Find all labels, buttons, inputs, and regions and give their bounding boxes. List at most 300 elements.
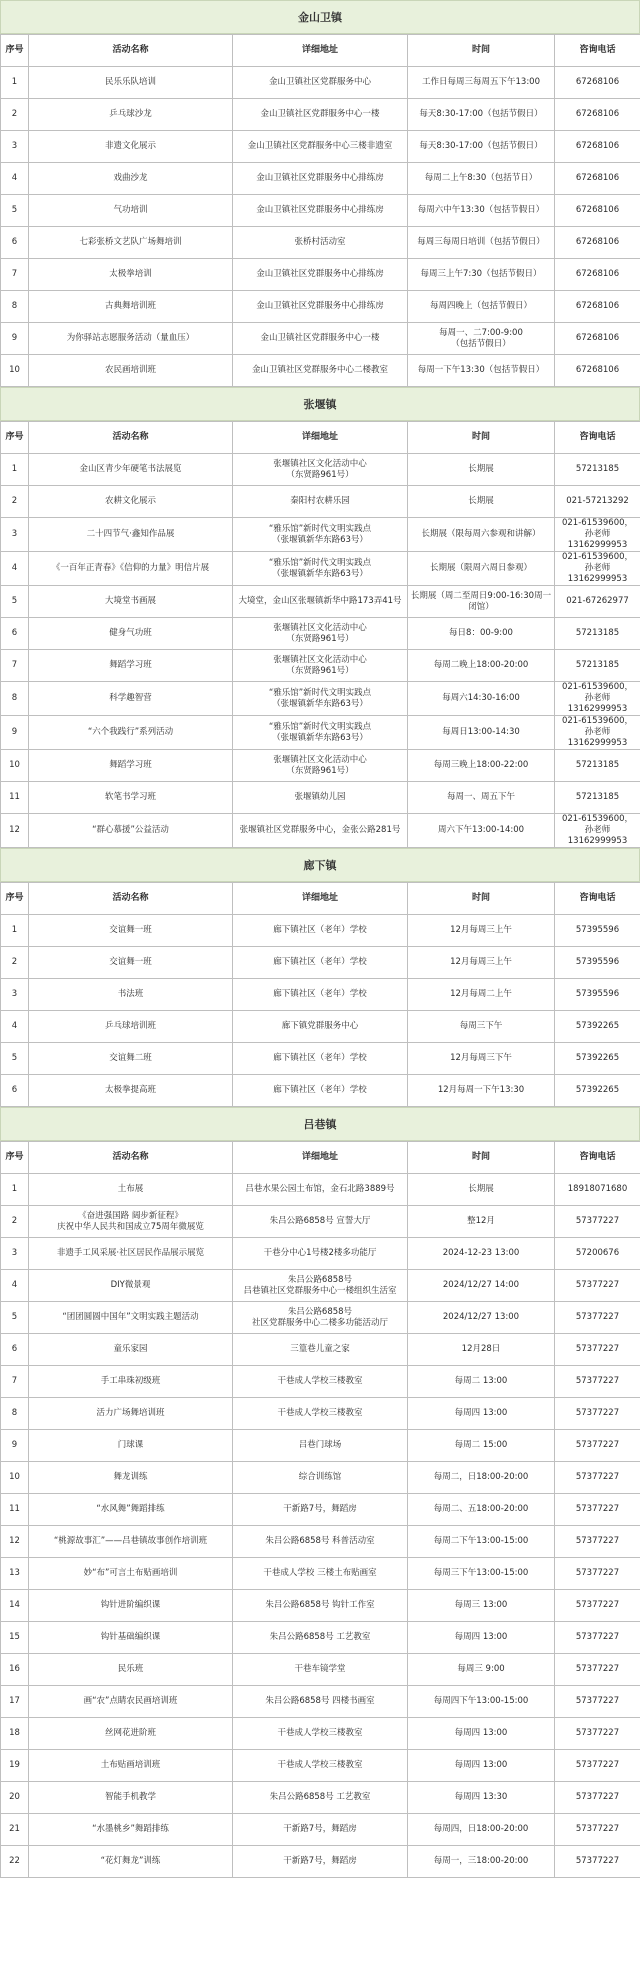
cell-phone: 021-67262977 <box>555 586 640 618</box>
cell-index: 5 <box>1 1043 29 1075</box>
cell-time: 长期展（周二至周日9:00-16:30周一闭馆） <box>408 586 555 618</box>
cell-time: 每周二，日18:00-20:00 <box>408 1462 555 1494</box>
cell-time: 工作日每周三每周五下午13:00 <box>408 67 555 99</box>
header-index: 序号 <box>1 883 29 915</box>
table-row <box>1 782 640 814</box>
cell-index: 9 <box>1 1430 29 1462</box>
header-address: 详细地址 <box>233 1142 408 1174</box>
cell-time: 每周三上午7:30（包括节假日） <box>408 259 555 291</box>
cell-activity-name: 钩针进阶编织课 <box>29 1590 233 1622</box>
cell-activity-name: 大境堂书画展 <box>29 586 233 618</box>
cell-phone: 57392265 <box>555 1011 640 1043</box>
cell-index: 1 <box>1 915 29 947</box>
table-row <box>1 979 640 1011</box>
cell-address: 张堰镇社区文化活动中心 （东贤路961号） <box>233 650 408 682</box>
table-row <box>1 227 640 259</box>
cell-activity-name: 软笔书学习班 <box>29 782 233 814</box>
cell-index: 1 <box>1 454 29 486</box>
cell-phone: 67268106 <box>555 355 640 387</box>
table-row <box>1 486 640 518</box>
cell-time: 每周六14:30-16:00 <box>408 682 555 716</box>
cell-index: 7 <box>1 1366 29 1398</box>
cell-address: 金山卫镇社区党群服务中心排练房 <box>233 195 408 227</box>
table-row <box>1 259 640 291</box>
cell-index: 10 <box>1 750 29 782</box>
header-time: 时间 <box>408 35 555 67</box>
cell-index: 20 <box>1 1782 29 1814</box>
table-row <box>1 1043 640 1075</box>
cell-phone: 67268106 <box>555 131 640 163</box>
table-row <box>1 552 640 586</box>
cell-address: 三篁巷儿童之家 <box>233 1334 408 1366</box>
header-row <box>1 35 640 67</box>
cell-phone: 57213185 <box>555 782 640 814</box>
cell-activity-name: “团团圆圆中国年”文明实践主题活动 <box>29 1302 233 1334</box>
table-row <box>1 1750 640 1782</box>
cell-activity-name: 《一百年正青春》《信仰的力量》明信片展 <box>29 552 233 586</box>
cell-index: 8 <box>1 682 29 716</box>
cell-address: 廊下镇社区（老年）学校 <box>233 1043 408 1075</box>
cell-phone: 57377227 <box>555 1398 640 1430</box>
cell-address: 朱吕公路6858号 工艺教室 <box>233 1622 408 1654</box>
cell-address: 干新路7号，舞蹈房 <box>233 1814 408 1846</box>
cell-activity-name: DIY微景观 <box>29 1270 233 1302</box>
section-table <box>0 882 640 1107</box>
cell-activity-name: 土布贴画培训班 <box>29 1750 233 1782</box>
header-phone: 咨询电话 <box>555 883 640 915</box>
cell-address: “雅乐馆”新时代文明实践点 （张堰镇新华东路63号） <box>233 552 408 586</box>
cell-phone: 57200676 <box>555 1238 640 1270</box>
table-row <box>1 1270 640 1302</box>
table-row <box>1 1526 640 1558</box>
cell-time: 整12月 <box>408 1206 555 1238</box>
cell-activity-name: 《奋进强国路 阔步新征程》 庆祝中华人民共和国成立75周年微展览 <box>29 1206 233 1238</box>
cell-index: 7 <box>1 650 29 682</box>
table-row <box>1 1398 640 1430</box>
cell-time: 2024-12-23 13:00 <box>408 1238 555 1270</box>
cell-address: 秦阳村农耕乐园 <box>233 486 408 518</box>
cell-activity-name: 交谊舞一班 <box>29 947 233 979</box>
header-address: 详细地址 <box>233 35 408 67</box>
cell-time: 每周日13:00-14:30 <box>408 716 555 750</box>
cell-activity-name: 乒乓球培训班 <box>29 1011 233 1043</box>
table-row <box>1 618 640 650</box>
cell-address: 干巷成人学校三楼教室 <box>233 1750 408 1782</box>
cell-phone: 57392265 <box>555 1075 640 1107</box>
cell-time: 每周四 13:00 <box>408 1718 555 1750</box>
table-row <box>1 1622 640 1654</box>
section-table <box>0 34 640 387</box>
cell-activity-name: 为你驿站志愿服务活动（量血压） <box>29 323 233 355</box>
cell-activity-name: 农民画培训班 <box>29 355 233 387</box>
table-row <box>1 195 640 227</box>
cell-index: 14 <box>1 1590 29 1622</box>
cell-phone: 57377227 <box>555 1590 640 1622</box>
cell-activity-name: 民乐乐队培训 <box>29 67 233 99</box>
cell-phone: 67268106 <box>555 195 640 227</box>
cell-phone: 57395596 <box>555 915 640 947</box>
cell-phone: 57213185 <box>555 650 640 682</box>
cell-activity-name: 科学趣智营 <box>29 682 233 716</box>
cell-index: 13 <box>1 1558 29 1590</box>
cell-activity-name: 交谊舞二班 <box>29 1043 233 1075</box>
cell-time: 12月每周一下午13:30 <box>408 1075 555 1107</box>
table-row <box>1 323 640 355</box>
table-row <box>1 1846 640 1878</box>
cell-address: 综合训练馆 <box>233 1462 408 1494</box>
cell-address: 干新路7号，舞蹈房 <box>233 1494 408 1526</box>
table-row <box>1 1462 640 1494</box>
cell-index: 5 <box>1 195 29 227</box>
cell-time: 每周四 13:30 <box>408 1782 555 1814</box>
table-row <box>1 1494 640 1526</box>
cell-activity-name: 农耕文化展示 <box>29 486 233 518</box>
cell-time: 每周二、五18:00-20:00 <box>408 1494 555 1526</box>
cell-time: 每周一下午13:30（包括节假日） <box>408 355 555 387</box>
table-row <box>1 99 640 131</box>
cell-address: 廊下镇社区（老年）学校 <box>233 947 408 979</box>
cell-time: 每周四 13:00 <box>408 1622 555 1654</box>
cell-index: 11 <box>1 1494 29 1526</box>
cell-time: 每周二下午13:00-15:00 <box>408 1526 555 1558</box>
section-title: 廊下镇 <box>0 848 640 882</box>
header-phone: 咨询电话 <box>555 422 640 454</box>
table-row <box>1 454 640 486</box>
cell-phone: 021-61539600， 孙老师13162999953 <box>555 518 640 552</box>
cell-address: 朱吕公路6858号 宣誓大厅 <box>233 1206 408 1238</box>
cell-time: 每天8:30-17:00（包括节假日） <box>408 99 555 131</box>
cell-phone: 021-57213292 <box>555 486 640 518</box>
cell-time: 每周四晚上（包括节假日） <box>408 291 555 323</box>
cell-activity-name: 气功培训 <box>29 195 233 227</box>
header-address: 详细地址 <box>233 422 408 454</box>
cell-address: 金山卫镇社区党群服务中心一楼 <box>233 323 408 355</box>
cell-time: 12月每周二上午 <box>408 979 555 1011</box>
cell-activity-name: 丝网花进阶班 <box>29 1718 233 1750</box>
cell-time: 每周二 13:00 <box>408 1366 555 1398</box>
table-row <box>1 1075 640 1107</box>
cell-phone: 57377227 <box>555 1430 640 1462</box>
cell-time: 每周二上午8:30（包括节日） <box>408 163 555 195</box>
cell-time: 长期展 <box>408 486 555 518</box>
cell-time: 每周三下午13:00-15:00 <box>408 1558 555 1590</box>
table-row <box>1 1206 640 1238</box>
cell-time: 长期展（限周六周日参观） <box>408 552 555 586</box>
cell-time: 每日8：00-9:00 <box>408 618 555 650</box>
cell-phone: 67268106 <box>555 323 640 355</box>
cell-activity-name: 太极拳培训 <box>29 259 233 291</box>
cell-index: 7 <box>1 259 29 291</box>
cell-address: 廊下镇社区（老年）学校 <box>233 1075 408 1107</box>
cell-address: “雅乐馆”新时代文明实践点 （张堰镇新华东路63号） <box>233 716 408 750</box>
cell-activity-name: 钩针基础编织课 <box>29 1622 233 1654</box>
table-row <box>1 1782 640 1814</box>
cell-time: 每周四 13:00 <box>408 1750 555 1782</box>
cell-address: 朱吕公路6858号 工艺教室 <box>233 1782 408 1814</box>
cell-address: 大境堂，金山区张堰镇新华中路173弄41号 <box>233 586 408 618</box>
cell-activity-name: 戏曲沙龙 <box>29 163 233 195</box>
cell-address: 干巷车镜学堂 <box>233 1654 408 1686</box>
cell-time: 12月每周三上午 <box>408 915 555 947</box>
cell-time: 2024/12/27 14:00 <box>408 1270 555 1302</box>
cell-index: 5 <box>1 586 29 618</box>
table-row <box>1 1718 640 1750</box>
cell-index: 12 <box>1 814 29 848</box>
cell-phone: 67268106 <box>555 67 640 99</box>
cell-index: 17 <box>1 1686 29 1718</box>
table-row <box>1 650 640 682</box>
cell-address: 干巷成人学校三楼教室 <box>233 1398 408 1430</box>
header-address: 详细地址 <box>233 883 408 915</box>
cell-index: 2 <box>1 486 29 518</box>
cell-phone: 57377227 <box>555 1814 640 1846</box>
cell-phone: 57377227 <box>555 1718 640 1750</box>
section-title: 金山卫镇 <box>0 0 640 34</box>
cell-address: 金山卫镇社区党群服务中心二楼教室 <box>233 355 408 387</box>
cell-index: 6 <box>1 1334 29 1366</box>
cell-phone: 57377227 <box>555 1494 640 1526</box>
cell-address: 朱吕公路6858号 钩针工作室 <box>233 1590 408 1622</box>
cell-address: 张堰镇社区党群服务中心，金张公路281号 <box>233 814 408 848</box>
table-row <box>1 915 640 947</box>
cell-address: 金山卫镇社区党群服务中心排练房 <box>233 259 408 291</box>
cell-activity-name: 古典舞培训班 <box>29 291 233 323</box>
table-row <box>1 163 640 195</box>
cell-phone: 57377227 <box>555 1622 640 1654</box>
cell-index: 9 <box>1 323 29 355</box>
cell-index: 6 <box>1 618 29 650</box>
cell-address: 张堰镇社区文化活动中心 （东贤路961号） <box>233 618 408 650</box>
cell-index: 15 <box>1 1622 29 1654</box>
cell-index: 22 <box>1 1846 29 1878</box>
cell-phone: 57392265 <box>555 1043 640 1075</box>
cell-phone: 67268106 <box>555 227 640 259</box>
cell-index: 10 <box>1 355 29 387</box>
cell-time: 每周三晚上18:00-22:00 <box>408 750 555 782</box>
cell-address: 干巷成人学校 三楼土布贴画室 <box>233 1558 408 1590</box>
cell-address: 张堰镇社区文化活动中心 （东贤路961号） <box>233 750 408 782</box>
cell-address: “雅乐馆”新时代文明实践点 （张堰镇新华东路63号） <box>233 518 408 552</box>
cell-activity-name: “水墨桃乡”舞蹈排练 <box>29 1814 233 1846</box>
cell-time: 每天8:30-17:00（包括节假日） <box>408 131 555 163</box>
cell-activity-name: 七彩张桥文艺队广场舞培训 <box>29 227 233 259</box>
table-row <box>1 1011 640 1043</box>
cell-address: 朱吕公路6858号 科普活动室 <box>233 1526 408 1558</box>
cell-activity-name: “水风舞”舞蹈排练 <box>29 1494 233 1526</box>
cell-time: 每周二晚上18:00-20:00 <box>408 650 555 682</box>
cell-index: 8 <box>1 1398 29 1430</box>
cell-index: 21 <box>1 1814 29 1846</box>
cell-activity-name: 门球课 <box>29 1430 233 1462</box>
header-time: 时间 <box>408 1142 555 1174</box>
cell-address: 干巷分中心1号楼2楼多功能厅 <box>233 1238 408 1270</box>
cell-time: 每周一，三18:00-20:00 <box>408 1846 555 1878</box>
cell-address: 干巷成人学校三楼教室 <box>233 1366 408 1398</box>
table-row <box>1 750 640 782</box>
cell-time: 每周四 13:00 <box>408 1398 555 1430</box>
cell-index: 4 <box>1 552 29 586</box>
cell-address: 金山卫镇社区党群服务中心三楼非遗室 <box>233 131 408 163</box>
cell-activity-name: 手工串珠初级班 <box>29 1366 233 1398</box>
cell-time: 每周四下午13:00-15:00 <box>408 1686 555 1718</box>
cell-address: 干巷成人学校三楼教室 <box>233 1718 408 1750</box>
cell-activity-name: 非遗文化展示 <box>29 131 233 163</box>
header-activity-name: 活动名称 <box>29 883 233 915</box>
table-row <box>1 1366 640 1398</box>
cell-phone: 57377227 <box>555 1750 640 1782</box>
cell-phone: 57377227 <box>555 1366 640 1398</box>
cell-index: 6 <box>1 227 29 259</box>
cell-phone: 67268106 <box>555 291 640 323</box>
cell-index: 4 <box>1 163 29 195</box>
table-row <box>1 716 640 750</box>
table-row <box>1 947 640 979</box>
cell-address: 吕巷门球场 <box>233 1430 408 1462</box>
cell-activity-name: 太极拳提高班 <box>29 1075 233 1107</box>
cell-phone: 57213185 <box>555 618 640 650</box>
cell-phone: 57377227 <box>555 1686 640 1718</box>
table-row <box>1 682 640 716</box>
table-row <box>1 1174 640 1206</box>
table-row <box>1 1238 640 1270</box>
cell-phone: 18918071680 <box>555 1174 640 1206</box>
cell-address: 廊下镇社区（老年）学校 <box>233 915 408 947</box>
cell-activity-name: 舞蹈学习班 <box>29 650 233 682</box>
cell-phone: 021-61539600， 孙老师13162999953 <box>555 552 640 586</box>
cell-phone: 57377227 <box>555 1334 640 1366</box>
cell-activity-name: “群心慕援”公益活动 <box>29 814 233 848</box>
cell-time: 每周三 13:00 <box>408 1590 555 1622</box>
header-row <box>1 1142 640 1174</box>
cell-address: 金山卫镇社区党群服务中心一楼 <box>233 99 408 131</box>
header-row <box>1 883 640 915</box>
cell-phone: 57213185 <box>555 750 640 782</box>
cell-activity-name: 舞蹈学习班 <box>29 750 233 782</box>
cell-time: 每周一、二7:00-9:00 （包括节假日） <box>408 323 555 355</box>
cell-time: 2024/12/27 13:00 <box>408 1302 555 1334</box>
cell-index: 11 <box>1 782 29 814</box>
section-table <box>0 1141 640 1878</box>
cell-index: 3 <box>1 131 29 163</box>
cell-time: 每周三 9:00 <box>408 1654 555 1686</box>
cell-index: 5 <box>1 1302 29 1334</box>
cell-time: 每周二 15:00 <box>408 1430 555 1462</box>
cell-index: 2 <box>1 947 29 979</box>
table-row <box>1 1590 640 1622</box>
header-index: 序号 <box>1 35 29 67</box>
cell-phone: 67268106 <box>555 163 640 195</box>
section-title: 张堰镇 <box>0 387 640 421</box>
cell-address: 廊下镇社区（老年）学校 <box>233 979 408 1011</box>
cell-activity-name: 交谊舞一班 <box>29 915 233 947</box>
cell-activity-name: 画“农”点睛农民画培训班 <box>29 1686 233 1718</box>
cell-index: 8 <box>1 291 29 323</box>
cell-activity-name: 童乐家园 <box>29 1334 233 1366</box>
header-index: 序号 <box>1 422 29 454</box>
cell-address: 朱吕公路6858号 吕巷镇社区党群服务中心一楼组织生活室 <box>233 1270 408 1302</box>
cell-phone: 57395596 <box>555 979 640 1011</box>
cell-index: 3 <box>1 1238 29 1270</box>
cell-time: 周六下午13:00-14:00 <box>408 814 555 848</box>
cell-phone: 57377227 <box>555 1206 640 1238</box>
table-row <box>1 67 640 99</box>
cell-index: 3 <box>1 518 29 552</box>
table-row <box>1 586 640 618</box>
cell-index: 10 <box>1 1462 29 1494</box>
cell-address: 朱吕公路6858号 四楼书画室 <box>233 1686 408 1718</box>
header-time: 时间 <box>408 883 555 915</box>
cell-phone: 57377227 <box>555 1462 640 1494</box>
table-row <box>1 1686 640 1718</box>
cell-phone: 57395596 <box>555 947 640 979</box>
cell-time: 每周四，日18:00-20:00 <box>408 1814 555 1846</box>
cell-address: 张桥村活动室 <box>233 227 408 259</box>
header-phone: 咨询电话 <box>555 1142 640 1174</box>
cell-time: 每周六中午13:30（包括节假日） <box>408 195 555 227</box>
table-row <box>1 1654 640 1686</box>
header-time: 时间 <box>408 422 555 454</box>
table-row <box>1 1430 640 1462</box>
cell-activity-name: 二十四节气·鑫知作品展 <box>29 518 233 552</box>
cell-activity-name: “六个我践行”系列活动 <box>29 716 233 750</box>
cell-index: 1 <box>1 67 29 99</box>
cell-time: 长期展（限每周六参观和讲解） <box>408 518 555 552</box>
cell-activity-name: “花灯舞龙”训练 <box>29 1846 233 1878</box>
cell-phone: 021-61539600， 孙老师13162999953 <box>555 814 640 848</box>
cell-phone: 57213185 <box>555 454 640 486</box>
cell-phone: 57377227 <box>555 1270 640 1302</box>
table-row <box>1 1302 640 1334</box>
cell-activity-name: 土布展 <box>29 1174 233 1206</box>
cell-index: 2 <box>1 1206 29 1238</box>
header-activity-name: 活动名称 <box>29 422 233 454</box>
table-row <box>1 355 640 387</box>
cell-index: 4 <box>1 1270 29 1302</box>
header-activity-name: 活动名称 <box>29 35 233 67</box>
cell-time: 每周三下午 <box>408 1011 555 1043</box>
cell-time: 每周一、周五下午 <box>408 782 555 814</box>
cell-address: 金山卫镇社区党群服务中心 <box>233 67 408 99</box>
cell-phone: 021-61539600， 孙老师13162999953 <box>555 682 640 716</box>
table-row <box>1 291 640 323</box>
header-index: 序号 <box>1 1142 29 1174</box>
cell-index: 9 <box>1 716 29 750</box>
cell-address: “雅乐馆”新时代文明实践点 （张堰镇新华东路63号） <box>233 682 408 716</box>
cell-phone: 67268106 <box>555 99 640 131</box>
cell-index: 18 <box>1 1718 29 1750</box>
cell-time: 长期展 <box>408 1174 555 1206</box>
table-row <box>1 1558 640 1590</box>
table-row <box>1 1334 640 1366</box>
cell-index: 12 <box>1 1526 29 1558</box>
table-row <box>1 814 640 848</box>
cell-activity-name: 乒乓球沙龙 <box>29 99 233 131</box>
cell-activity-name: 非遗手工风采展·社区居民作品展示展览 <box>29 1238 233 1270</box>
cell-phone: 57377227 <box>555 1654 640 1686</box>
cell-activity-name: 民乐班 <box>29 1654 233 1686</box>
cell-phone: 021-61539600， 孙老师13162999953 <box>555 716 640 750</box>
cell-activity-name: 舞龙训练 <box>29 1462 233 1494</box>
table-row <box>1 518 640 552</box>
cell-address: 干新路7号，舞蹈房 <box>233 1846 408 1878</box>
cell-time: 12月每周三上午 <box>408 947 555 979</box>
cell-address: 张堰镇社区文化活动中心 （东贤路961号） <box>233 454 408 486</box>
cell-activity-name: “桃源故事汇”——吕巷镇故事创作培训班 <box>29 1526 233 1558</box>
cell-phone: 57377227 <box>555 1526 640 1558</box>
cell-phone: 57377227 <box>555 1846 640 1878</box>
cell-phone: 57377227 <box>555 1558 640 1590</box>
cell-activity-name: 书法班 <box>29 979 233 1011</box>
